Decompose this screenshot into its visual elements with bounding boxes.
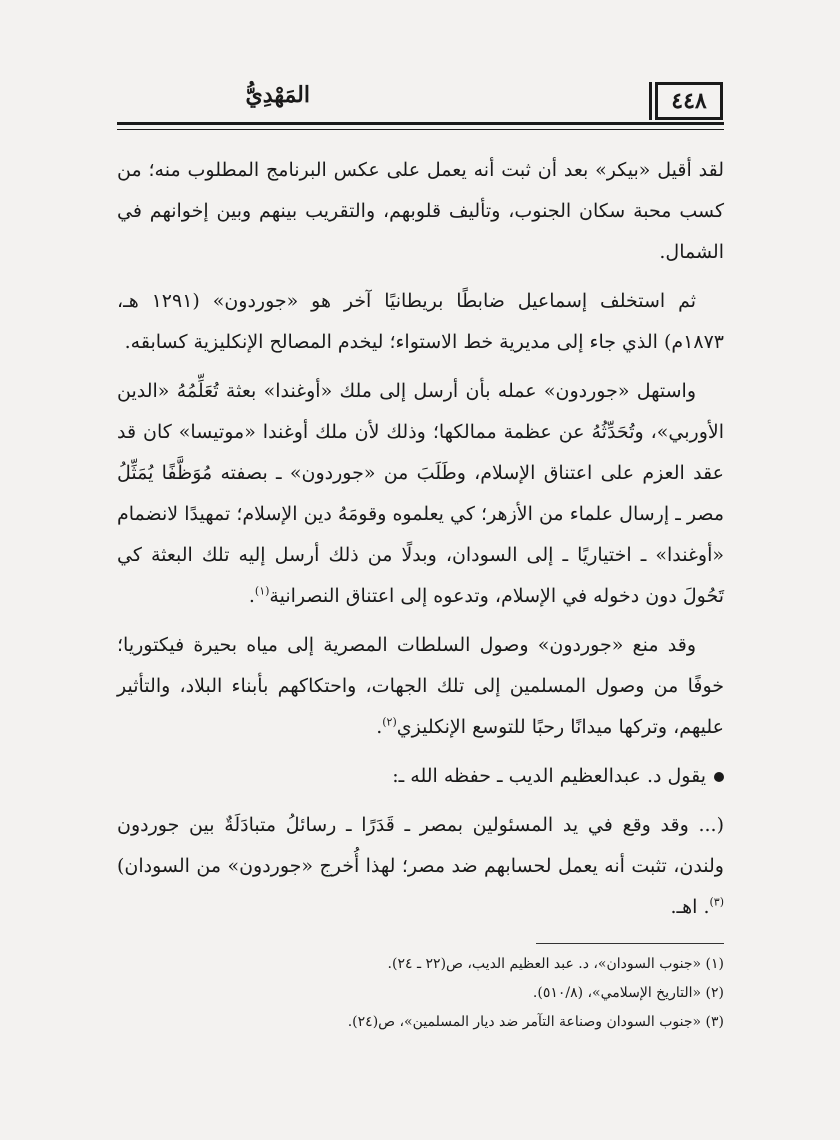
bullet-line: يقول د. عبدالعظيم الديب ـ حفظه الله ـ:: [117, 756, 724, 797]
footnote-marker: (٢): [382, 715, 397, 729]
paragraph: واستهل «جوردون» عمله بأن أرسل إلى ملك «أوغندا» بعثة تُعَلِّمُهُ «الدين الأوربي»، وتُحَدِّثُهُ عن عظمة ممالكها؛ وذلك لأن ملك أوغندا «موتيسا» كان قد عقد العزم على اعتناق الإسلام، وطَلَبَ من «جوردون» ـ بصفته مُوَظَّفًا يُمَثِّلُ مصر ـ إرسال علماء من الأزهر؛ كي يعلموه وقومَهُ دين الإسلام؛ تمهيدًا لانضمام «أوغندا» ـ اختياريًا ـ إلى السودان، وبدلًا من ذلك أرسل إليه تلك البعثة كي تَحُولَ دون دخوله في الإسلام، وتدعوه إلى اعتناق النصرانية$^{(١)}$.: [117, 380, 724, 607]
page-number-text: ٤٤٨: [671, 88, 707, 114]
header-rule: [117, 122, 724, 130]
footnote-rule: [536, 943, 724, 944]
paragraph: ثم استخلف إسماعيل ضابطًا بريطانيًا آخر هو «جوردون» (١٢٩١ هـ، ١٨٧٣م) الذي جاء إلى مديرية خط الاستواء؛ ليخدم المصالح الإنكليزية كسابقه.: [117, 290, 724, 353]
footnotes: [117, 950, 724, 1037]
quote-paragraph: (... وقد وقع في يد المسئولين بمصر ـ قَدَرًا ـ رسائلُ متبادَلَةٌ بين جوردون ولندن، تثبت أنه يعمل لحسابهم ضد مصر؛ لهذا أُخرج «جوردون» من السودان)$^{(٣)}$. اهـ.: [117, 814, 724, 918]
footnote: (١) «جنوب السودان»، د. عبد العظيم الديب، ص(٢٢ ـ ٢٤).: [387, 956, 724, 972]
footnote: (٢) «التاريخ الإسلامي»، (٥١٠/٨).: [532, 985, 724, 1001]
running-title: المَهْدِيُّ: [245, 82, 310, 108]
body-text: [117, 150, 724, 936]
paragraph: وقد منع «جوردون» وصول السلطات المصرية إلى مياه بحيرة فيكتوريا؛ خوفًا من وصول المسلمين إلى تلك الجهات، واحتكاكهم بأبناء البلاد، والتأثير عليهم، وتركها ميدانًا رحبًا للتوسع الإنكليزي$^{(٢)}$.: [117, 634, 724, 738]
bullet-icon: [714, 772, 724, 782]
footnote-marker: (١): [254, 584, 270, 598]
footnote: (٣) «جنوب السودان وصناعة التآمر ضد ديار المسلمين»، ص(٢٤).: [347, 1014, 724, 1030]
paragraph: لقد أقيل «بيكر» بعد أن ثبت أنه يعمل على عكس البرنامج المطلوب منه؛ من كسب محبة سكان الجنوب، وتأليف قلوبهم، والتقريب بينهم وبين إخوانهم في الشمال.: [117, 159, 724, 263]
page-number: [655, 82, 723, 120]
footnote-marker: (٣): [709, 895, 724, 909]
